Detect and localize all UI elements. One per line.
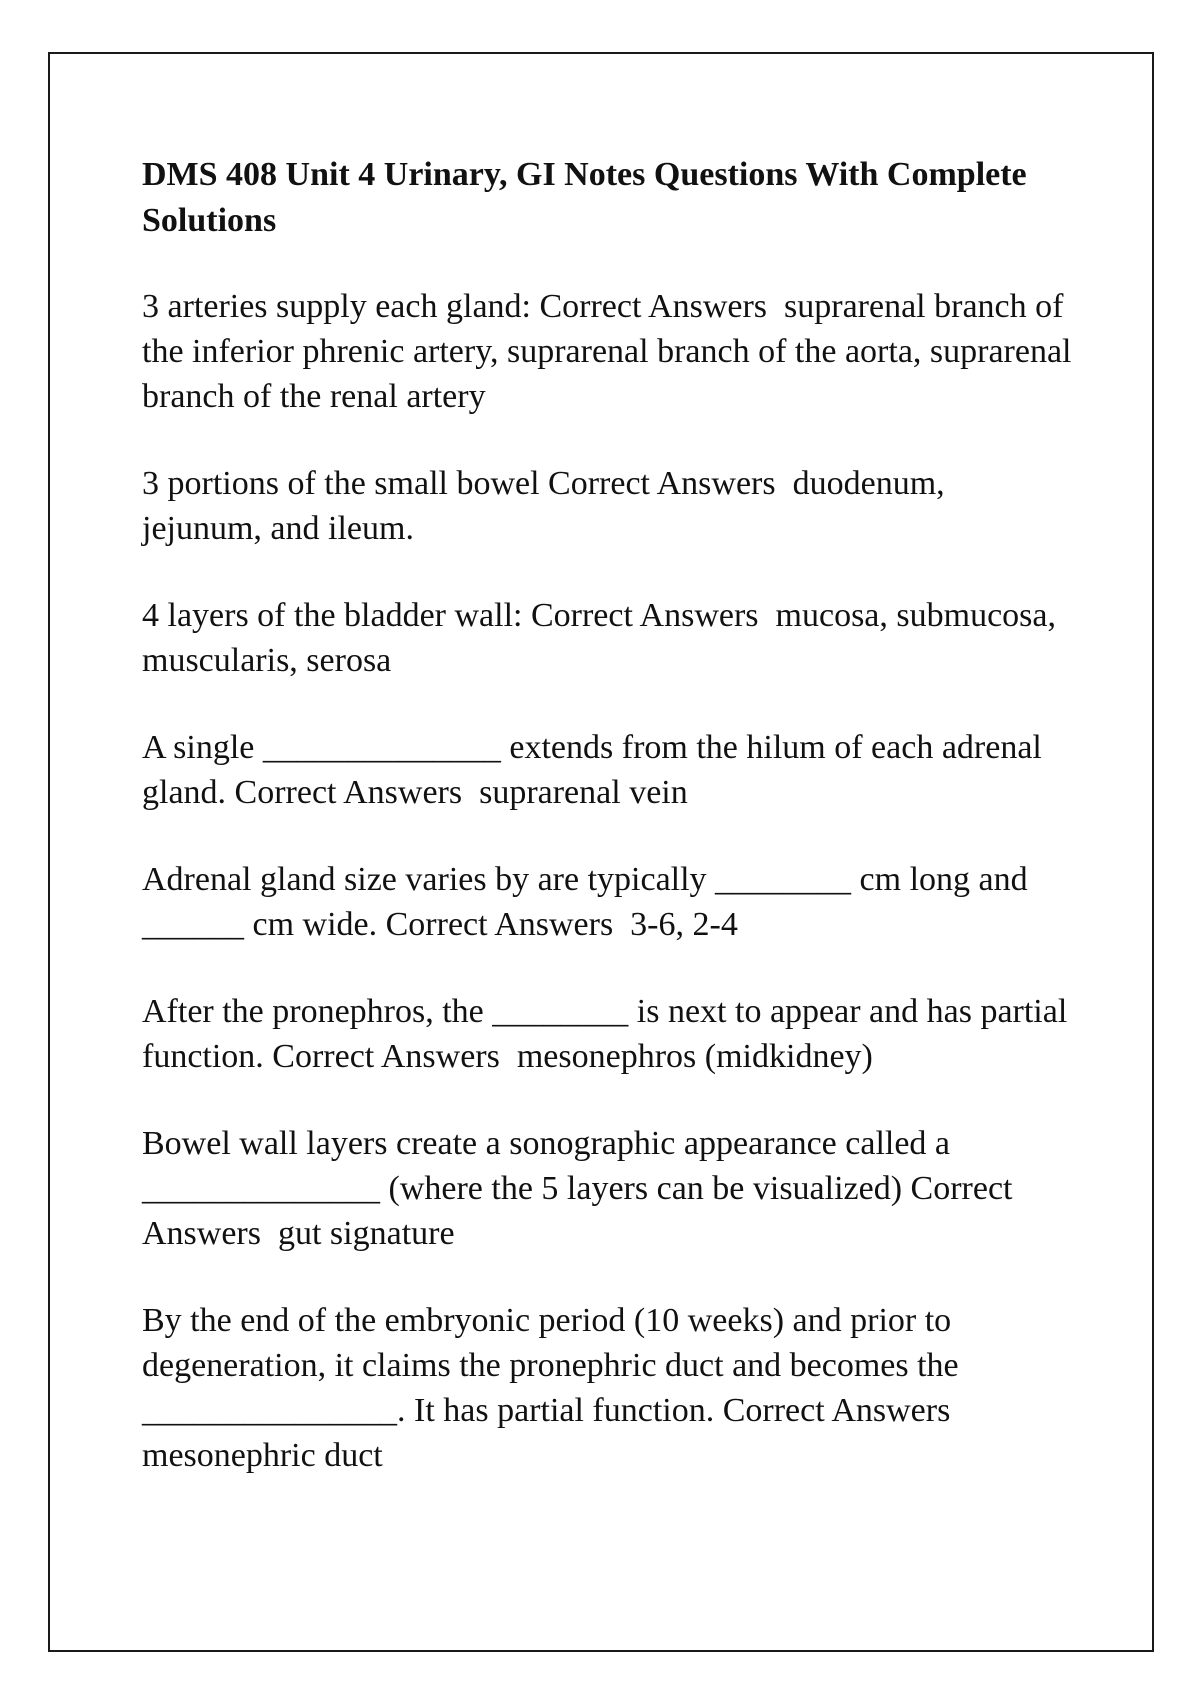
document-title: DMS 408 Unit 4 Urinary, GI Notes Questions With Complete Solutions	[142, 156, 1027, 239]
qa-item: A single ______________ extends from the hilum of each adrenal gland. Correct Answers suprarenal vein	[142, 729, 1051, 811]
qa-item: 3 portions of the small bowel Correct Answers duodenum, jejunum, and ileum.	[142, 465, 954, 547]
document-body	[142, 152, 1081, 1520]
qa-item: 3 arteries supply each gland: Correct Answers suprarenal branch of the inferior phrenic artery, suprarenal branch of the aorta, suprarenal branch of the renal artery	[142, 288, 1081, 415]
qa-item: By the end of the embryonic period (10 weeks) and prior to degeneration, it claims the pronephric duct and becomes the _______________. It has partial function. Correct Answers mesonephric duct	[142, 1302, 968, 1474]
qa-item: Adrenal gland size varies by are typically ________ cm long and ______ cm wide. Correct Answers 3-6, 2-4	[142, 861, 1037, 943]
qa-item: After the pronephros, the ________ is next to appear and has partial function. Correct Answers mesonephros (midkidney)	[142, 993, 1076, 1075]
qa-item: 4 layers of the bladder wall: Correct Answers mucosa, submucosa, muscularis, serosa	[142, 597, 1065, 679]
qa-item: Bowel wall layers create a sonographic appearance called a ______________ (where the 5 layers can be visualized) Correct Answers gut signature	[142, 1125, 1020, 1252]
